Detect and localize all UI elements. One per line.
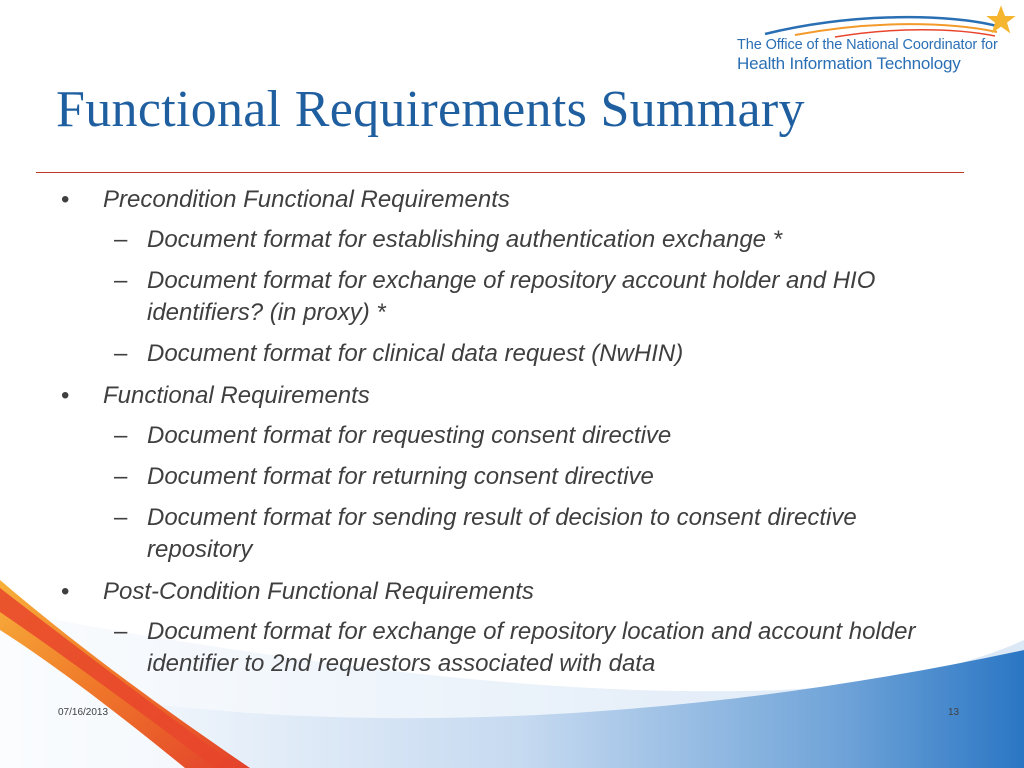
logo-line-2: Health Information Technology bbox=[737, 54, 961, 73]
sub-bullet-text: Document format for requesting consent directive bbox=[147, 422, 672, 449]
onc-logo bbox=[735, 4, 1024, 74]
bullet-text: Precondition Functional Requirements bbox=[103, 186, 510, 213]
sub-bullet-text: Document format for establishing authentication exchange * bbox=[147, 226, 783, 253]
sub-bullet bbox=[0, 338, 967, 370]
title-divider bbox=[36, 172, 964, 173]
bullet-precondition bbox=[0, 183, 1024, 217]
bullet-marker: • bbox=[61, 186, 70, 213]
bullet-marker: • bbox=[61, 382, 70, 409]
bullet-text: Functional Requirements bbox=[103, 382, 370, 409]
star-icon bbox=[985, 4, 1017, 36]
footer-date: 07/16/2013 bbox=[58, 707, 109, 718]
sub-bullet-text: Document format for exchange of repository location and account holder identifier to 2nd requestors associated with data bbox=[147, 618, 916, 677]
sub-bullet-marker: – bbox=[114, 504, 128, 531]
sub-bullet bbox=[0, 420, 967, 452]
sub-bullet bbox=[0, 461, 967, 493]
bullet-marker: • bbox=[61, 578, 70, 605]
sub-bullet-marker: – bbox=[114, 618, 128, 645]
sub-bullet bbox=[0, 224, 967, 256]
sub-bullet-marker: – bbox=[114, 226, 128, 253]
sub-bullet-marker: – bbox=[114, 422, 128, 449]
page-number: 13 bbox=[948, 707, 960, 718]
bullet-postcondition bbox=[0, 575, 1024, 609]
bullet-list bbox=[0, 183, 1024, 689]
logo-line-1: The Office of the National Coordinator for bbox=[737, 37, 998, 53]
bullet-functional bbox=[0, 379, 1024, 413]
sub-bullet bbox=[0, 616, 967, 680]
sub-bullet-text: Document format for clinical data request (NwHIN) bbox=[147, 340, 684, 367]
sub-bullet-text: Document format for sending result of decision to consent directive repository bbox=[147, 504, 857, 563]
bullet-text: Post-Condition Functional Requirements bbox=[103, 578, 534, 605]
sub-bullet-marker: – bbox=[114, 267, 128, 294]
sub-bullet-marker: – bbox=[114, 463, 128, 490]
sub-bullet-text: Document format for exchange of repository account holder and HIO identifiers? (in proxy) * bbox=[147, 267, 876, 326]
sub-bullet-marker: – bbox=[114, 340, 128, 367]
sub-bullet bbox=[0, 265, 967, 329]
sub-bullet bbox=[0, 502, 967, 566]
slide-title: Functional Requirements Summary bbox=[56, 81, 805, 138]
sub-bullet-text: Document format for returning consent directive bbox=[147, 463, 654, 490]
